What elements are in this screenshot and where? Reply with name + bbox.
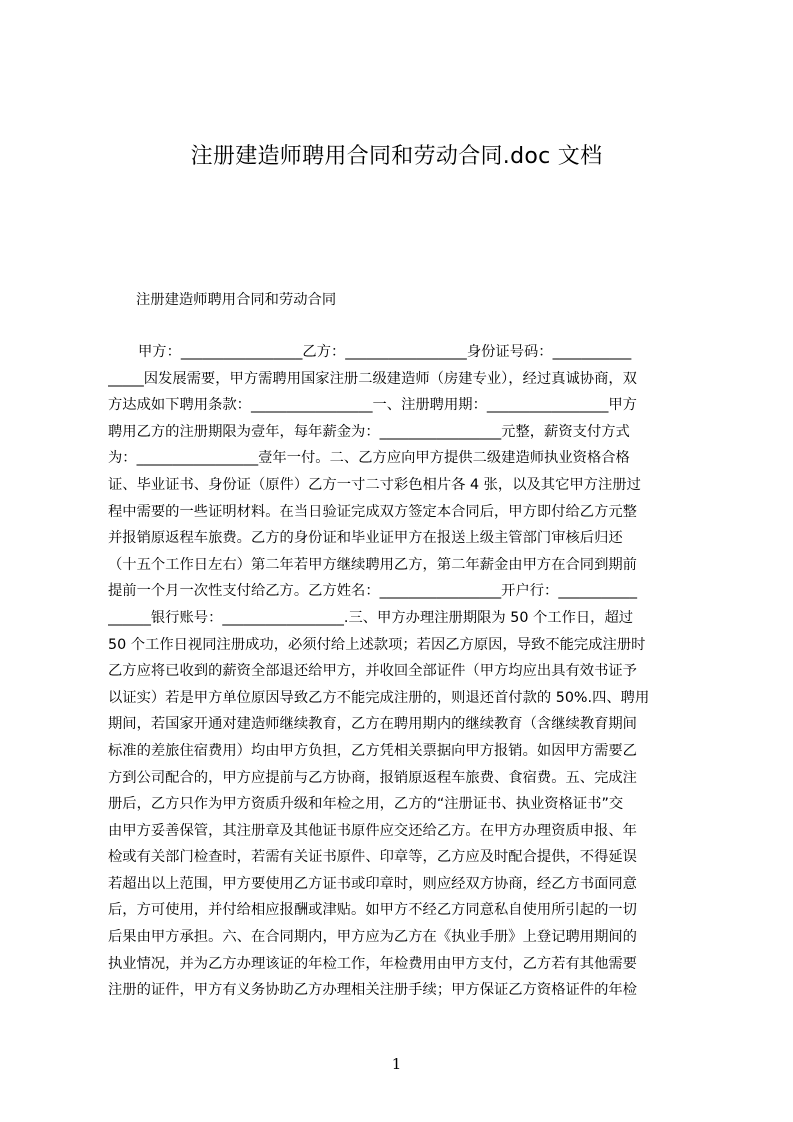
body-line: 注册的证件，甲方有义务协助乙方办理相关注册手续；甲方保证乙方资格证件的年检 bbox=[108, 982, 637, 999]
body-line: 若超出以上范围，甲方要使用乙方证书或印章时，则应经双方协商，经乙方书面同意 bbox=[108, 875, 637, 892]
body-line: 提前一个月一次性支付给乙方。乙方姓名：_________________开户行：___________ bbox=[108, 583, 637, 600]
body-line: 程中需要的一些证明材料。在当日验证完成双方签定本合同后，甲方即付给乙方元整 bbox=[108, 503, 637, 520]
body-line: 检或有关部门检查时，若需有关证书原件、印章等，乙方应及时配合提供，不得延误 bbox=[108, 849, 637, 866]
body-line: 甲方：_________________乙方：_________________身份证号码：___________ bbox=[138, 344, 632, 360]
body-line: 证、毕业证书、身份证（原件）乙方一寸二寸彩色相片各 4 张，以及其它甲方注册过 bbox=[108, 476, 641, 493]
contract-subtitle: 注册建造师聘用合同和劳动合同 bbox=[136, 292, 337, 308]
body-line: （十五个工作日左右）第二年若甲方继续聘用乙方，第二年薪金由甲方在合同到期前 bbox=[108, 556, 637, 573]
body-line: 聘用乙方的注册期限为壹年，每年薪金为：_________________元整，薪资支付方式 bbox=[108, 423, 630, 440]
document-title: 注册建造师聘用合同和劳动合同.doc 文档 bbox=[190, 144, 603, 169]
body-line: ______银行账号：_________________.三、甲方办理注册期限为 50 个工作日，超过 bbox=[108, 609, 634, 626]
body-line: 方到公司配合的，甲方应提前与乙方协商，报销原返程车旅费、食宿费。五、完成注 bbox=[108, 769, 637, 786]
body-line: 50 个工作日视同注册成功，必须付给上述款项；若因乙方原因，导致不能完成注册时 bbox=[108, 636, 646, 653]
body-line: 乙方应将已收到的薪资全部退还给甲方，并收回全部证件（甲方均应出具有效书证予 bbox=[108, 663, 637, 680]
body-line: 后，方可使用，并付给相应报酬或津贴。如甲方不经乙方同意私自使用所引起的一切 bbox=[108, 902, 637, 919]
body-line: 由甲方妥善保管，其注册章及其他证书原件应交还给乙方。在甲方办理资质申报、年 bbox=[108, 822, 637, 839]
body-line: 以证实）若是甲方单位原因导致乙方不能完成注册的，则退还首付款的 50%.四、聘用 bbox=[108, 689, 650, 706]
page-number: 1 bbox=[391, 1055, 402, 1073]
body-line: 册后，乙方只作为甲方资质升级和年检之用，乙方的“注册证书、执业资格证书”交 bbox=[108, 796, 624, 813]
body-line: 并报销原返程车旅费。乙方的身份证和毕业证甲方在报送上级主管部门审核后归还 bbox=[108, 530, 623, 547]
body-line: 标准的差旅住宿费用）均由甲方负担，乙方凭相关票据向甲方报销。如因甲方需要乙 bbox=[108, 742, 637, 759]
body-line: 为：_________________壹年一付。二、乙方应向甲方提供二级建造师执业资格合格 bbox=[108, 450, 630, 467]
body-line: 执业情况，并为乙方办理该证的年检工作，年检费用由甲方支付，乙方若有其他需要 bbox=[108, 955, 637, 972]
contract-body bbox=[108, 339, 706, 1004]
body-line: _____因发展需要，甲方需聘用国家注册二级建造师（房建专业），经过真诚协商，双 bbox=[108, 370, 637, 387]
body-line: 方达成如下聘用条款：_________________一、注册聘用期：_________________甲方 bbox=[108, 397, 637, 414]
body-line: 期间，若国家开通对建造师继续教育，乙方在聘用期内的继续教育（含继续教育期间 bbox=[108, 716, 637, 733]
body-line: 后果由甲方承担。六、在合同期内，甲方应为乙方在《执业手册》上登记聘用期间的 bbox=[108, 929, 637, 946]
